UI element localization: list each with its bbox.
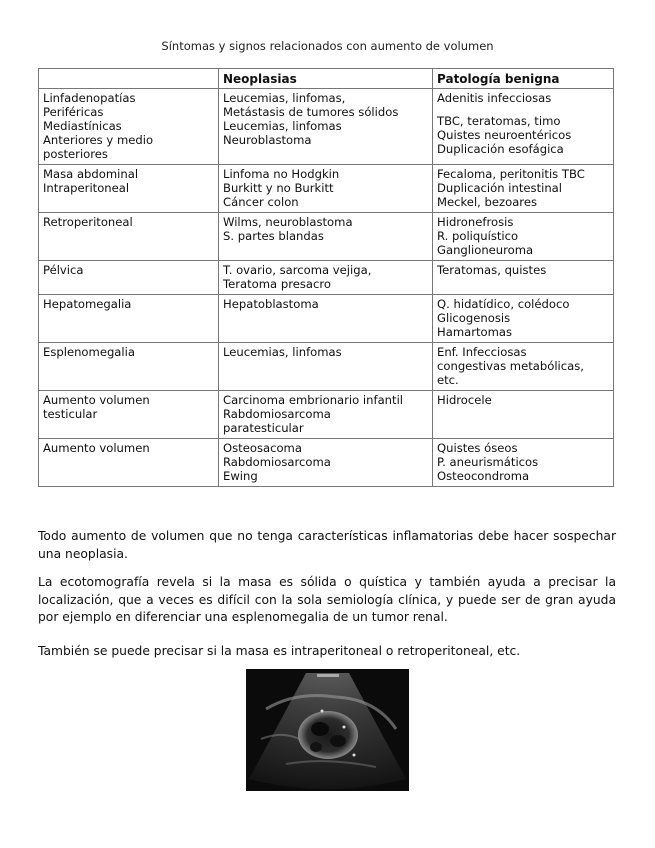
- cell-benigna: [433, 89, 614, 165]
- cell-line: Wilms, neuroblastoma: [223, 215, 353, 229]
- table-row: [39, 89, 614, 165]
- table-row: [39, 213, 614, 261]
- table-row: [39, 165, 614, 213]
- cell-line: Rabdomiosarcoma: [223, 455, 331, 469]
- header-neoplasias: Neoplasias: [219, 69, 433, 89]
- cell-benigna: [433, 261, 614, 295]
- cell-line: Teratomas, quistes: [437, 263, 547, 277]
- cell-line: Ewing: [223, 469, 258, 483]
- paragraph-neoplasia-suspicion: Todo aumento de volumen que no tenga características inflamatorias debe hacer sospechar una neoplasia.: [38, 529, 616, 561]
- cell-line: Q. hidatídico, colédoco: [437, 297, 570, 311]
- cell-neoplasias: [219, 261, 433, 295]
- table-header-row: [39, 69, 614, 89]
- cell-line: Duplicación intestinal: [437, 181, 563, 195]
- cell-line: Teratoma presacro: [223, 277, 331, 291]
- cell-line: Anteriores y medio: [43, 133, 154, 147]
- cell-line: Aumento volumen: [43, 393, 150, 407]
- table-title: Síntomas y signos relacionados con aumento de volumen: [161, 39, 494, 53]
- cell-line: Hepatoblastoma: [223, 297, 319, 311]
- cell-line: Hidronefrosis: [437, 215, 514, 229]
- cell-line: Periféricas: [43, 105, 104, 119]
- cell-line: Neuroblastoma: [223, 133, 312, 147]
- cell-line: Hepatomegalia: [43, 297, 132, 311]
- cell-line: Leucemias, linfomas,: [223, 91, 346, 105]
- cell-line: Burkitt y no Burkitt: [223, 181, 334, 195]
- table-row: [39, 391, 614, 439]
- cell-line: Quistes óseos: [437, 441, 518, 455]
- header-benigna: Patología benigna: [433, 69, 614, 89]
- symptoms-table: [38, 68, 614, 487]
- ultrasound-image: [246, 669, 409, 791]
- cell-line: Esplenomegalia: [43, 345, 135, 359]
- cell-benigna: [433, 165, 614, 213]
- cell-line: Masa abdominal: [43, 167, 139, 181]
- cell-line: Leucemias, linfomas: [223, 119, 342, 133]
- cell-neoplasias: [219, 213, 433, 261]
- cell-line: Osteocondroma: [437, 469, 530, 483]
- table-row: [39, 343, 614, 391]
- cell-line: Rabdomiosarcoma: [223, 407, 331, 421]
- cell-neoplasias: [219, 439, 433, 487]
- header-location: [39, 69, 219, 89]
- cell-line: T. ovario, sarcoma vejiga,: [223, 263, 372, 277]
- cell-line: Mediastínicas: [43, 119, 122, 133]
- cell-line: P. aneurismáticos: [437, 455, 539, 469]
- cell-line: Ganglioneuroma: [437, 243, 534, 257]
- cell-line: Carcinoma embrionario infantil: [223, 393, 404, 407]
- cell-location: [39, 343, 219, 391]
- cell-line: Quistes neuroentéricos: [437, 128, 572, 142]
- cell-line: Retroperitoneal: [43, 215, 133, 229]
- cell-neoplasias: [219, 165, 433, 213]
- cell-line: Adenitis infecciosas: [437, 91, 552, 105]
- cell-benigna: [433, 391, 614, 439]
- cell-line: Cáncer colon: [223, 195, 299, 209]
- cell-location: [39, 391, 219, 439]
- cell-location: [39, 165, 219, 213]
- cell-location: [39, 213, 219, 261]
- cell-line: Linfadenopatías: [43, 91, 136, 105]
- cell-location: [39, 439, 219, 487]
- cell-line: Aumento volumen: [43, 441, 150, 455]
- cell-line: Metástasis de tumores sólidos: [223, 105, 399, 119]
- cell-line: Leucemias, linfomas: [223, 345, 342, 359]
- cell-line: [437, 105, 610, 114]
- cell-benigna: [433, 439, 614, 487]
- ultrasound-scan-graphic: [246, 669, 409, 791]
- paragraph-localization: También se puede precisar si la masa es intraperitoneal o retroperitoneal, etc.: [38, 644, 521, 658]
- cell-line: paratesticular: [223, 421, 304, 435]
- cell-benigna: [433, 295, 614, 343]
- cell-line: Osteosacoma: [223, 441, 302, 455]
- paragraph-ecotomografia: La ecotomografía revela si la masa es sólida o quística y también ayuda a precisar la localización, que a veces es difícil con la sola semiología clínica, y puede ser de gran ayuda por ejemplo en diferenciar una esplenomegalia de un tumor renal.: [38, 575, 616, 624]
- cell-benigna: [433, 343, 614, 391]
- cell-line: Fecaloma, peritonitis TBC: [437, 167, 585, 181]
- cell-line: etc.: [437, 373, 459, 387]
- cell-line: Hidrocele: [437, 393, 492, 407]
- cell-line: testicular: [43, 407, 98, 421]
- cell-line: Duplicación esofágica: [437, 142, 564, 156]
- table-row: [39, 261, 614, 295]
- cell-line: TBC, teratomas, timo: [437, 114, 561, 128]
- cell-line: Linfoma no Hodgkin: [223, 167, 340, 181]
- cell-location: [39, 89, 219, 165]
- cell-line: congestivas metabólicas,: [437, 359, 584, 373]
- table-row: [39, 439, 614, 487]
- cell-neoplasias: [219, 343, 433, 391]
- cell-line: Pélvica: [43, 263, 84, 277]
- table-row: [39, 295, 614, 343]
- cell-line: Hamartomas: [437, 325, 513, 339]
- cell-neoplasias: [219, 391, 433, 439]
- cell-benigna: [433, 213, 614, 261]
- cell-line: posteriores: [43, 147, 108, 161]
- cell-location: [39, 261, 219, 295]
- table-body: [39, 89, 614, 487]
- cell-location: [39, 295, 219, 343]
- cell-line: R. poliquístico: [437, 229, 519, 243]
- cell-line: Enf. Infecciosas: [437, 345, 527, 359]
- cell-line: Intraperitoneal: [43, 181, 130, 195]
- cell-line: Glicogenosis: [437, 311, 511, 325]
- cell-neoplasias: [219, 89, 433, 165]
- cell-neoplasias: [219, 295, 433, 343]
- cell-line: Meckel, bezoares: [437, 195, 537, 209]
- cell-line: S. partes blandas: [223, 229, 324, 243]
